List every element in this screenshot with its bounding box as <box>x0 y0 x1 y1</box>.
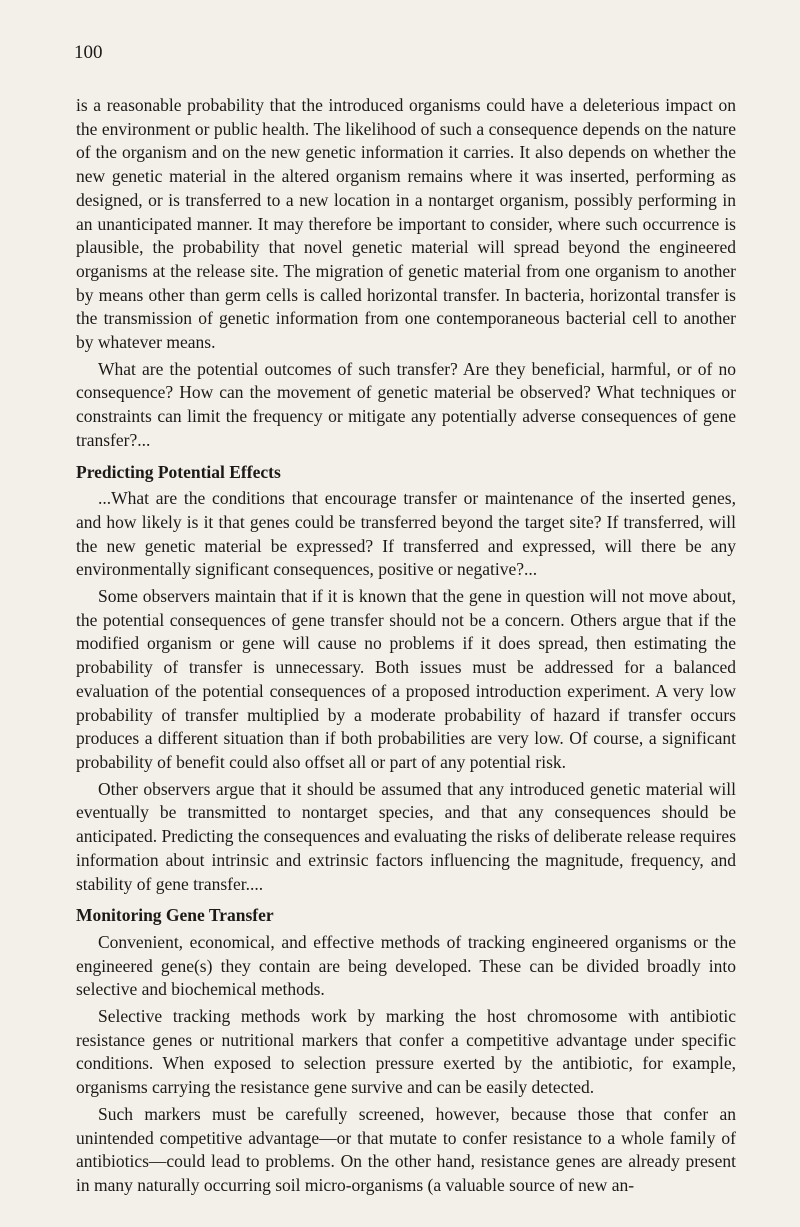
paragraph-transfer-conditions: ...What are the conditions that encourage transfer or maintenance of the inserted genes, and how likely is it that genes could be transferred beyond the target site? If transferred, will the new genetic material be expressed? If transferred and expressed, will there be any environmentally significant consequences, positive or negative?... <box>76 488 736 580</box>
paragraph-selective-tracking: Selective tracking methods work by marking the host chromosome with antibiotic resistance genes or nutritional markers that confer a competitive advantage under specific conditions. When exposed to selection pressure exerted by the antibiotic, for example, organisms carrying the resistance gene survive and can be easily detected. <box>76 1006 736 1098</box>
page-number: 100 <box>74 42 103 63</box>
paragraph-tracking-methods: Convenient, economical, and effective methods of tracking engineered organisms or the engineered gene(s) they contain are being developed. These can be divided broadly into selective and biochemical methods. <box>76 931 736 1000</box>
section-heading-predicting-potential-effects: Predicting Potential Effects <box>76 461 281 482</box>
paragraph-continuation: is a reasonable probability that the introduced organisms could have a deleterious impact on the environment or public health. The likelihood of such a consequence depends on the nature of the organism and on the new genetic information it carries. It also depends on whether the new genetic material in the altered organism remains where it was inserted, performing as designed, or is transferred to a new location in a nontarget organism, possibly performing in an unanticipated manner. It may therefore be important to consider, where such occurrence is plausible, the probability that novel genetic material will spread beyond the engineered organisms at the release site. The migration of genetic material from one organism to another by means other than germ cells is called horizontal transfer. In bacteria, horizontal transfer is the transmission of genetic information from one contemporaneous bacterial cell to another by whatever means. <box>76 95 736 353</box>
paragraph-marker-screening: Such markers must be carefully screened, however, because those that confer an unintended competitive advantage—or that mutate to confer resistance to a whole family of antibiotics—could lead to problems. On the other hand, resistance genes are already present in many naturally occurring soil micro-organisms (a valuable source of new an- <box>76 1103 736 1195</box>
section-heading-monitoring-gene-transfer: Monitoring Gene Transfer <box>76 905 274 926</box>
paragraph-observers-argue: Other observers argue that it should be assumed that any introduced genetic material will eventually be transmitted to nontarget species, and that any consequences should be anticipated. Predicting the consequences and evaluating the risks of deliberate release requires information about intrinsic and extrinsic factors influencing the magnitude, frequency, and stability of gene transfer.... <box>76 778 736 894</box>
body-text <box>76 94 736 1198</box>
paragraph-questions: What are the potential outcomes of such transfer? Are they beneficial, harmful, or of no consequence? How can the movement of genetic material be observed? What techniques or constraints can limit the frequency or mitigate any potentially adverse consequences of gene transfer?... <box>76 358 736 450</box>
paragraph-observers-maintain: Some observers maintain that if it is known that the gene in question will not move about, the potential consequences of gene transfer should not be a concern. Others argue that if the modified organism or gene will cause no problems if it does spread, then estimating the probability of transfer is unnecessary. Both issues must be addressed for a balanced evaluation of the potential consequences of a proposed introduction experiment. A very low probability of transfer multiplied by a moderate probability of hazard if transfer occurs produces a different situation than if both probabilities are very low. Of course, a significant probability of benefit could also offset all or part of any potential risk. <box>76 586 736 772</box>
